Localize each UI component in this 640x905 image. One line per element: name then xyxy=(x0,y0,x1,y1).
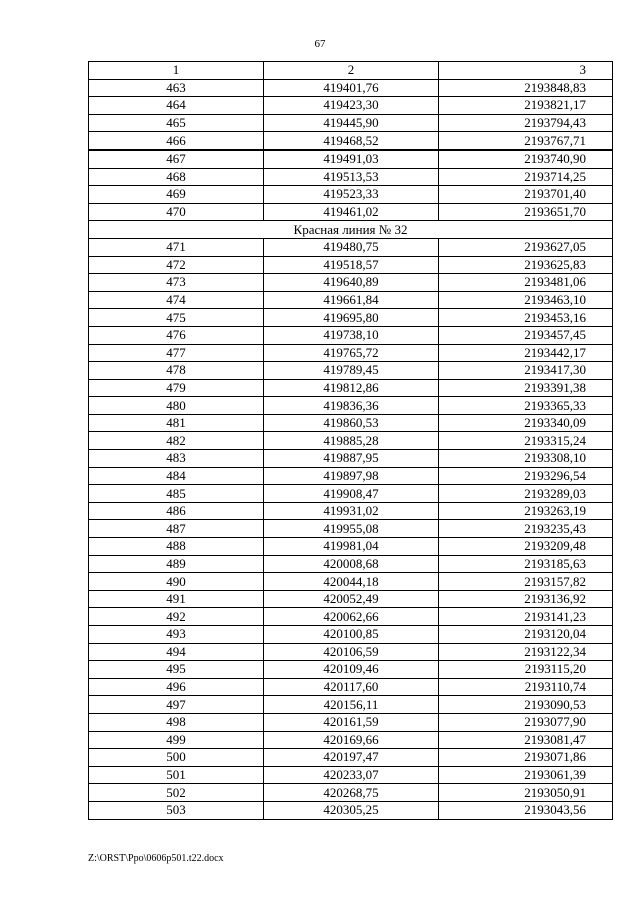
table-row-cell: 503 xyxy=(89,801,264,819)
table-row-cell: 487 xyxy=(89,520,264,538)
table-row xyxy=(89,362,613,380)
table-row-cell: 419738,10 xyxy=(264,326,439,344)
table-row-cell: 500 xyxy=(89,749,264,767)
table-row-cell: 2193442,17 xyxy=(439,344,613,362)
table-row xyxy=(89,150,613,168)
table-row-cell: 490 xyxy=(89,573,264,591)
table-row xyxy=(89,132,613,150)
table-row-cell: 420100,85 xyxy=(264,626,439,644)
table-row-cell: 497 xyxy=(89,696,264,714)
table-row-cell: 420161,59 xyxy=(264,713,439,731)
table-row-cell: 2193315,24 xyxy=(439,432,613,450)
table-row-cell: 419908,47 xyxy=(264,485,439,503)
table-row-cell: 2193701,40 xyxy=(439,186,613,204)
table-row-cell: 499 xyxy=(89,731,264,749)
table-header-row xyxy=(89,62,613,80)
table-row xyxy=(89,450,613,468)
table-row-cell: 463 xyxy=(89,79,264,97)
table-row xyxy=(89,168,613,186)
table-row-cell: 2193714,25 xyxy=(439,168,613,186)
table-row xyxy=(89,502,613,520)
coordinates-table-body xyxy=(89,62,613,820)
table-row-cell: 420197,47 xyxy=(264,749,439,767)
table-header-row-cell: 3 xyxy=(439,62,613,80)
table-row-cell: 2193767,71 xyxy=(439,132,613,150)
table-row-cell: 2193110,74 xyxy=(439,678,613,696)
table-row-cell: 420156,11 xyxy=(264,696,439,714)
table-row xyxy=(89,114,613,132)
table-row xyxy=(89,749,613,767)
table-row-cell: 493 xyxy=(89,626,264,644)
table-row-cell: 2193185,63 xyxy=(439,555,613,573)
section-row xyxy=(89,221,613,239)
table-row-cell: 2193157,82 xyxy=(439,573,613,591)
table-row xyxy=(89,643,613,661)
table-row xyxy=(89,186,613,204)
table-row-cell: 419661,84 xyxy=(264,291,439,309)
table-row-cell: 2193794,43 xyxy=(439,114,613,132)
table-row-cell: 2193122,34 xyxy=(439,643,613,661)
table-row xyxy=(89,731,613,749)
coordinates-table xyxy=(88,61,613,820)
table-row xyxy=(89,696,613,714)
table-row-cell: 2193235,43 xyxy=(439,520,613,538)
table-row-cell: 419789,45 xyxy=(264,362,439,380)
table-row-cell: 2193115,20 xyxy=(439,661,613,679)
table-row-cell: 477 xyxy=(89,344,264,362)
table-row xyxy=(89,467,613,485)
table-row-cell: 495 xyxy=(89,661,264,679)
table-row-cell: 2193061,39 xyxy=(439,766,613,784)
table-row-cell: 2193071,86 xyxy=(439,749,613,767)
table-row-cell: 489 xyxy=(89,555,264,573)
table-header-row-cell: 1 xyxy=(89,62,264,80)
table-row-cell: 419491,03 xyxy=(264,150,439,168)
table-row xyxy=(89,801,613,819)
table-row-cell: 2193081,47 xyxy=(439,731,613,749)
table-row-cell: 420268,75 xyxy=(264,784,439,802)
file-path-footer: Z:\ORST\Ppo\0606p501.t22.docx xyxy=(88,853,224,864)
table-row-cell: 501 xyxy=(89,766,264,784)
table-row xyxy=(89,203,613,221)
table-row-cell: 419461,02 xyxy=(264,203,439,221)
table-row xyxy=(89,414,613,432)
table-row xyxy=(89,661,613,679)
table-row xyxy=(89,274,613,292)
table-row-cell: 420052,49 xyxy=(264,590,439,608)
table-row-cell: 469 xyxy=(89,186,264,204)
table-row-cell: 419885,28 xyxy=(264,432,439,450)
table-row xyxy=(89,238,613,256)
table-row xyxy=(89,678,613,696)
table-row-cell: 491 xyxy=(89,590,264,608)
table-row-cell: 419468,52 xyxy=(264,132,439,150)
table-row-cell: 2193136,92 xyxy=(439,590,613,608)
table-row-cell: 420233,07 xyxy=(264,766,439,784)
table-row-cell: 419836,36 xyxy=(264,397,439,415)
table-row-cell: 2193209,48 xyxy=(439,538,613,556)
table-row-cell: 488 xyxy=(89,538,264,556)
table-row xyxy=(89,309,613,327)
table-row xyxy=(89,590,613,608)
table-row xyxy=(89,766,613,784)
table-row-cell: 485 xyxy=(89,485,264,503)
table-row-cell: 420062,66 xyxy=(264,608,439,626)
table-row-cell: 2193090,53 xyxy=(439,696,613,714)
table-row-cell: 483 xyxy=(89,450,264,468)
table-row-cell: 2193481,06 xyxy=(439,274,613,292)
table-row-cell: 419981,04 xyxy=(264,538,439,556)
table-row-cell: 419695,80 xyxy=(264,309,439,327)
table-row xyxy=(89,573,613,591)
table-row-cell: 2193141,23 xyxy=(439,608,613,626)
table-row-cell: 479 xyxy=(89,379,264,397)
table-row-cell: 419445,90 xyxy=(264,114,439,132)
table-row xyxy=(89,713,613,731)
table-row-cell: 2193740,90 xyxy=(439,150,613,168)
table-row-cell: 2193625,83 xyxy=(439,256,613,274)
table-row-cell: 2193043,56 xyxy=(439,801,613,819)
table-row-cell: 484 xyxy=(89,467,264,485)
table-row-cell: 2193627,05 xyxy=(439,238,613,256)
table-row xyxy=(89,520,613,538)
table-row-cell: 468 xyxy=(89,168,264,186)
table-row xyxy=(89,397,613,415)
table-row-cell: 481 xyxy=(89,414,264,432)
table-row-cell: 419423,30 xyxy=(264,97,439,115)
table-row xyxy=(89,538,613,556)
table-row-cell: 2193821,17 xyxy=(439,97,613,115)
table-row-cell: 2193391,38 xyxy=(439,379,613,397)
table-row-cell: 2193050,91 xyxy=(439,784,613,802)
table-row-cell: 486 xyxy=(89,502,264,520)
table-row-cell: 465 xyxy=(89,114,264,132)
table-row xyxy=(89,626,613,644)
table-row-cell: 420305,25 xyxy=(264,801,439,819)
table-row-cell: 2193308,10 xyxy=(439,450,613,468)
table-row-cell: 2193457,45 xyxy=(439,326,613,344)
table-row xyxy=(89,485,613,503)
table-row xyxy=(89,344,613,362)
table-row-cell: 420106,59 xyxy=(264,643,439,661)
table-row-cell: 419812,86 xyxy=(264,379,439,397)
table-row xyxy=(89,555,613,573)
table-row-cell: 419640,89 xyxy=(264,274,439,292)
table-row xyxy=(89,291,613,309)
table-row-cell: 419518,57 xyxy=(264,256,439,274)
table-row-cell: 2193263,19 xyxy=(439,502,613,520)
table-row-cell: 467 xyxy=(89,150,264,168)
table-row-cell: 476 xyxy=(89,326,264,344)
table-row xyxy=(89,256,613,274)
table-header-row-cell: 2 xyxy=(264,62,439,80)
table-row-cell: 475 xyxy=(89,309,264,327)
table-row-cell: 470 xyxy=(89,203,264,221)
table-row-cell: 471 xyxy=(89,238,264,256)
table-row-cell: 419860,53 xyxy=(264,414,439,432)
section-title: Красная линия № 32 xyxy=(89,221,613,239)
table-row-cell: 464 xyxy=(89,97,264,115)
table-row-cell: 2193651,70 xyxy=(439,203,613,221)
table-row-cell: 466 xyxy=(89,132,264,150)
table-row-cell: 496 xyxy=(89,678,264,696)
table-row-cell: 420008,68 xyxy=(264,555,439,573)
table-row xyxy=(89,432,613,450)
page-number: 67 xyxy=(314,38,326,50)
table-row xyxy=(89,608,613,626)
table-row-cell: 419887,95 xyxy=(264,450,439,468)
table-row-cell: 473 xyxy=(89,274,264,292)
table-row xyxy=(89,79,613,97)
table-row-cell: 419955,08 xyxy=(264,520,439,538)
table-row-cell: 2193848,83 xyxy=(439,79,613,97)
table-row-cell: 480 xyxy=(89,397,264,415)
table-row-cell: 419931,02 xyxy=(264,502,439,520)
table-row-cell: 2193296,54 xyxy=(439,467,613,485)
table-row xyxy=(89,784,613,802)
table-row-cell: 2193120,04 xyxy=(439,626,613,644)
table-row-cell: 498 xyxy=(89,713,264,731)
table-row-cell: 419401,76 xyxy=(264,79,439,97)
table-row-cell: 420044,18 xyxy=(264,573,439,591)
table-row-cell: 2193453,16 xyxy=(439,309,613,327)
table-row-cell: 419480,75 xyxy=(264,238,439,256)
table-row xyxy=(89,326,613,344)
table-row-cell: 419897,98 xyxy=(264,467,439,485)
table-row-cell: 474 xyxy=(89,291,264,309)
table-row-cell: 420169,66 xyxy=(264,731,439,749)
table-row-cell: 478 xyxy=(89,362,264,380)
table-row xyxy=(89,97,613,115)
table-row-cell: 492 xyxy=(89,608,264,626)
table-row-cell: 2193365,33 xyxy=(439,397,613,415)
table-row-cell: 419523,33 xyxy=(264,186,439,204)
table-row-cell: 2193340,09 xyxy=(439,414,613,432)
table-row-cell: 420117,60 xyxy=(264,678,439,696)
table-row-cell: 420109,46 xyxy=(264,661,439,679)
table-row xyxy=(89,379,613,397)
table-row-cell: 2193289,03 xyxy=(439,485,613,503)
table-row-cell: 482 xyxy=(89,432,264,450)
table-row-cell: 2193463,10 xyxy=(439,291,613,309)
table-row-cell: 2193417,30 xyxy=(439,362,613,380)
table-row-cell: 494 xyxy=(89,643,264,661)
table-row-cell: 2193077,90 xyxy=(439,713,613,731)
table-row-cell: 419765,72 xyxy=(264,344,439,362)
table-row-cell: 472 xyxy=(89,256,264,274)
table-row-cell: 502 xyxy=(89,784,264,802)
table-row-cell: 419513,53 xyxy=(264,168,439,186)
